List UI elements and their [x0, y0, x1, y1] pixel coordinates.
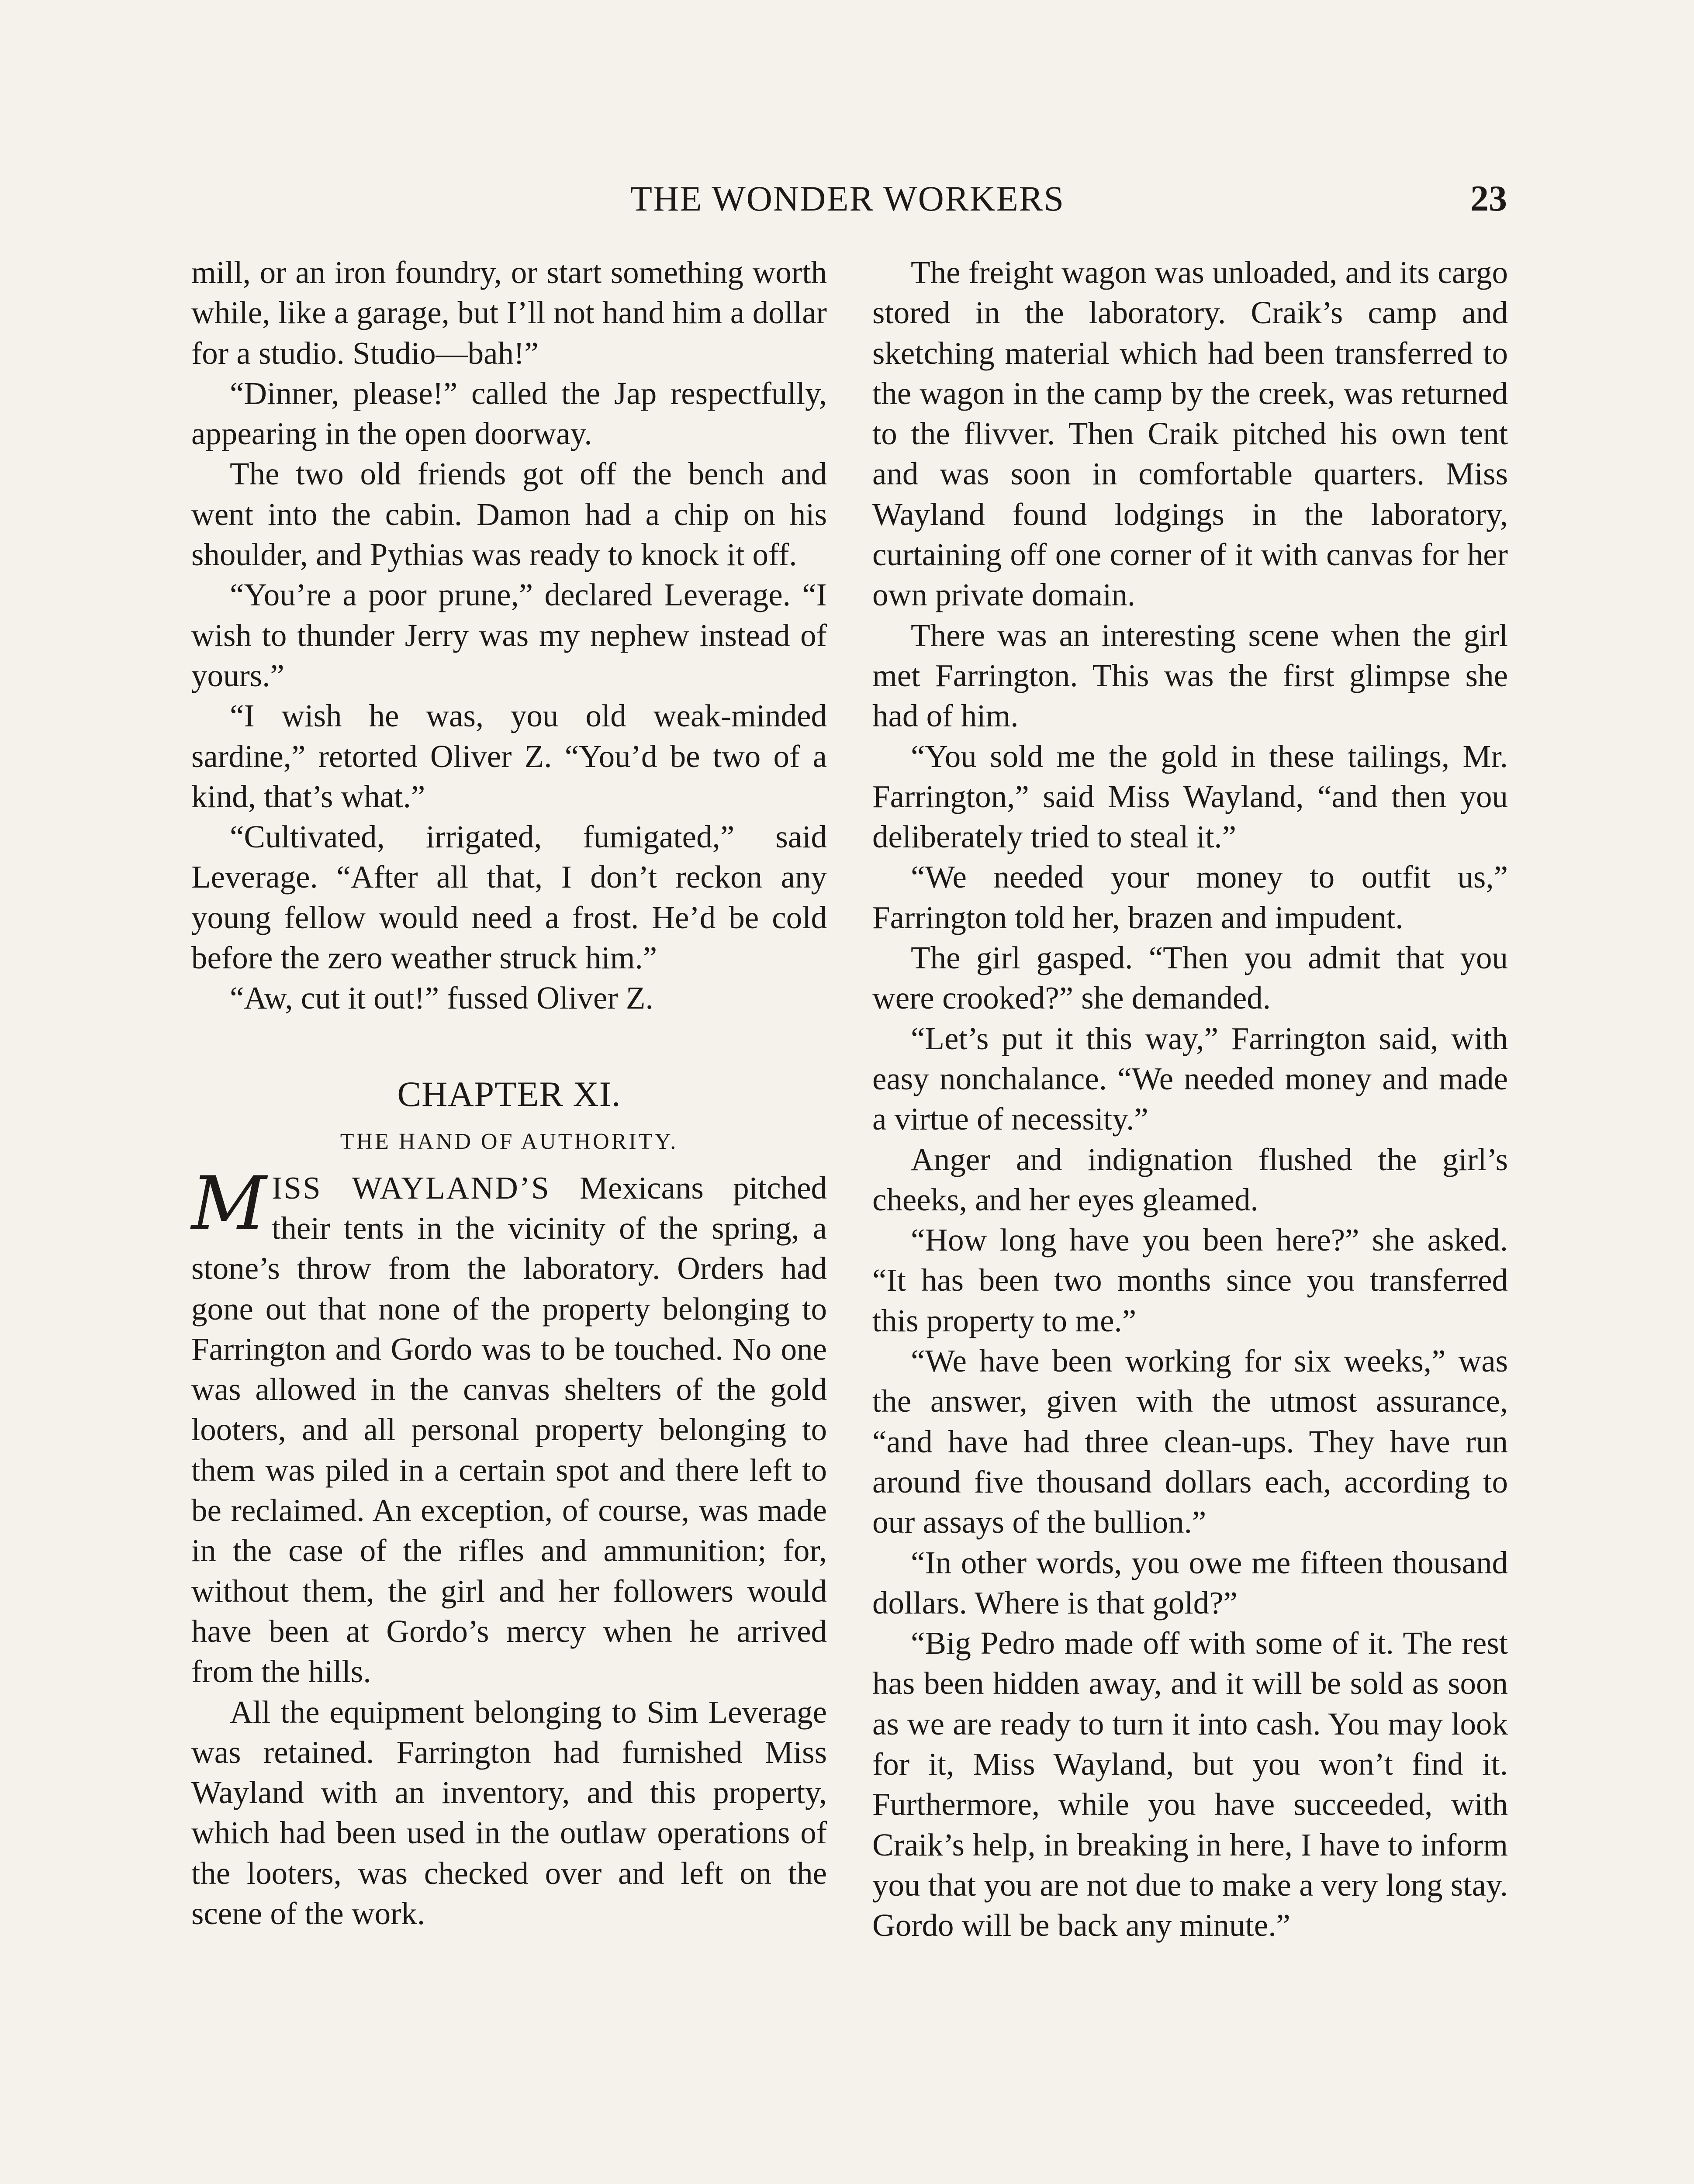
paragraph: “Let’s put it this way,” Farrington said, with easy nonchalance. “We needed money and made a virtue of necessity.” — [872, 1020, 1508, 1137]
paragraph: “Dinner, please!” called the Jap respectfully, appearing in the open doorway. — [191, 375, 827, 452]
paragraph: “Cultivated, irrigated, fumigated,” said Leverage. “After all that, I don’t reckon any young fellow would need a frost. He’d be cold before the zero weather struck him.” — [191, 819, 827, 976]
paragraph: “We have been working for six weeks,” was the answer, given with the utmost assurance, “and have had three clean-ups. They have run around five thousand dollars each, according to our assays of the bullion.” — [872, 1343, 1508, 1540]
paragraph: mill, or an iron foundry, or start something worth while, like a garage, but I’ll not hand him a dollar for a studio. Studio—bah!” — [191, 255, 827, 371]
chapter-title: CHAPTER XI. — [397, 1074, 621, 1114]
paragraph: The freight wagon was unloaded, and its cargo stored in the laboratory. Craik’s camp and sketching material which had been transferred to the wagon in the camp by the creek, was returned to the flivver. Then Craik pitched his own tent and was soon in comfortable quarters. Miss Wayland found lodgings in the laboratory, curtaining off one corner of it with canvas for her own private domain. — [872, 255, 1508, 613]
paragraph: All the equipment belonging to Sim Leverage was retained. Farrington had furnished Miss Wayland with an inventory, and this property, which had been used in the outlaw operations of the looters, was checked over and left on the scene of the work. — [191, 1694, 827, 1931]
opening-text: Mexicans pitched their tents in the vicinity of the spring, a stone’s throw from the laboratory. Orders had gone out that none of the property belonging to Farrington and Gordo was to be touched. No one was allowed in the canvas shelters of the gold looters, and all personal property belonging to them was piled in a certain spot and there left to be reclaimed. An exception, of course, was made in the case of the rifles and ammunition; for, without them, the girl and her followers would have been at Gordo’s mercy when he arrived from the hills. — [191, 1170, 827, 1690]
paragraph: “I wish he was, you old weak-minded sardine,” retorted Oliver Z. “You’d be two of a kind, that’s what.” — [191, 698, 827, 814]
paragraph: “Aw, cut it out!” fussed Oliver Z. — [230, 980, 653, 1016]
paragraph: The two old friends got off the bench and went into the cabin. Damon had a chip on his shoulder, and Pythias was ready to knock it off. — [191, 456, 827, 573]
opening-words: ISS WAYLAND’S — [272, 1170, 550, 1206]
left-column — [191, 252, 827, 1934]
chapter-subtitle: THE HAND OF AUTHORITY. — [340, 1129, 678, 1154]
running-title: THE WONDER WORKERS — [630, 179, 1065, 218]
paragraph: “You’re a poor prune,” declared Leverage. “I wish to thunder Jerry was my nephew instead of yours.” — [191, 577, 827, 693]
paragraph: “In other words, you owe me fifteen thousand dollars. Where is that gold?” — [872, 1545, 1508, 1621]
page-header — [188, 173, 1507, 225]
paragraph: The girl gasped. “Then you admit that you were crooked?” she demanded. — [872, 940, 1508, 1016]
drop-cap: M — [191, 1160, 267, 1246]
paragraph: “Big Pedro made off with some of it. The rest has been hidden away, and it will be sold as soon as we are ready to turn it into cash. You may look for it, Miss Wayland, but you won’t find it. Furthermore, while you have succeeded, with Craik’s help, in breaking in here, I have to inform you that you are not due to make a very long stay. Gordo will be back any minute.” — [872, 1625, 1508, 1943]
paragraph: “How long have you been here?” she asked. “It has been two months since you transferred this property to me.” — [872, 1222, 1508, 1338]
right-column — [872, 252, 1508, 1946]
paragraph: Anger and indignation flushed the girl’s cheeks, and her eyes gleamed. — [872, 1141, 1508, 1217]
paragraph: There was an interesting scene when the girl met Farrington. This was the first glimpse she had of him. — [872, 617, 1508, 734]
paragraph: “We needed your money to outfit us,” Farrington told her, brazen and impudent. — [872, 859, 1508, 935]
chapter-opening-paragraph — [191, 1160, 827, 1692]
page-number: 23 — [1470, 178, 1507, 219]
paragraph: “You sold me the gold in these tailings, Mr. Farrington,” said Miss Wayland, “and then you deliberately tried to steal it.” — [872, 738, 1508, 855]
